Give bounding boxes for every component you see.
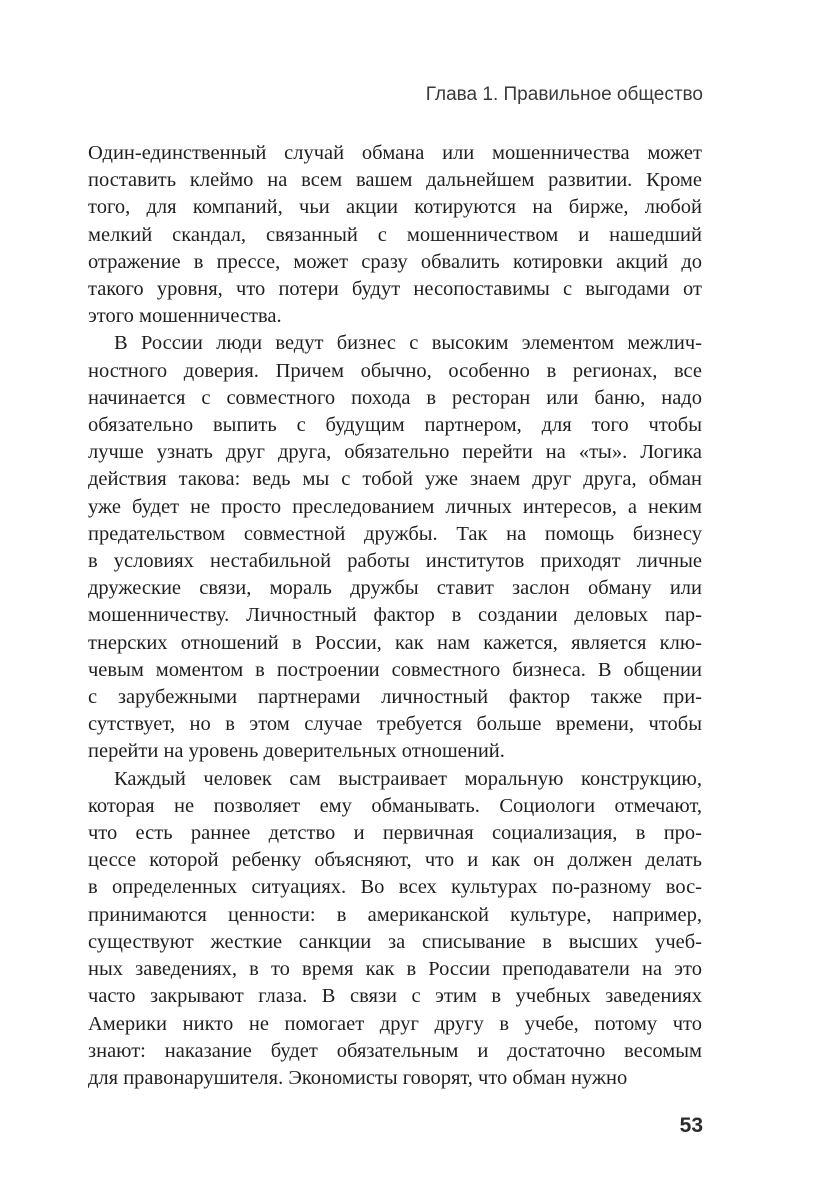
text-line: начинается с совместного похода в ресторан или баню, надо xyxy=(88,386,702,409)
text-line: мошенничеству. Личностный фактор в создании деловых пар- xyxy=(88,604,702,627)
text-line: которая не позволяет ему обманывать. Социологи отмечают, xyxy=(88,794,702,817)
text-line: предательством совместной дружбы. Так на помощь бизнесу xyxy=(88,522,702,545)
text-line: с зарубежными партнерами личностный фактор также при- xyxy=(88,686,702,709)
paragraph xyxy=(88,140,702,330)
text-line: лучше узнать друг друга, обязательно перейти на «ты». Логика xyxy=(88,441,702,464)
text-line: такого уровня, что потери будут несопоставимы с выгодами от xyxy=(88,278,702,301)
text-line: обязательно выпить с будущим партнером, для того чтобы xyxy=(88,414,702,437)
text-line: часто закрывают глаза. В связи с этим в учебных заведениях xyxy=(88,985,702,1008)
text-line: того, для компаний, чьи акции котируются на бирже, любой xyxy=(88,196,702,219)
text-line: цессе которой ребенку объясняют, что и как он должен делать xyxy=(88,849,702,872)
page-number: 53 xyxy=(679,1114,703,1137)
paragraph xyxy=(88,766,702,1092)
running-head: Глава 1. Правильное общество xyxy=(425,84,703,105)
text-line: принимаются ценности: в американской культуре, например, xyxy=(88,903,702,926)
body-text xyxy=(88,140,702,1092)
text-line: Каждый человек сам выстраивает моральную конструкцию, xyxy=(114,767,702,790)
text-line: уже будет не просто преследованием личных интересов, а неким xyxy=(88,495,702,518)
text-line: ностного доверия. Причем обычно, особенно в регионах, все xyxy=(88,359,702,382)
text-line: этого мошенничества. xyxy=(88,305,282,328)
text-line: чевым моментом в построении совместного бизнеса. В общении xyxy=(88,658,702,681)
text-line: для правонарушителя. Экономисты говорят, что обман нужно xyxy=(88,1066,628,1089)
text-line: ных заведениях, в то время как в России преподаватели на это xyxy=(88,958,702,981)
text-line: мелкий скандал, связанный с мошенничеством и нашедший xyxy=(88,223,702,246)
text-line: в условиях нестабильной работы институтов приходят личные xyxy=(88,550,702,573)
text-line: перейти на уровень доверительных отношений. xyxy=(88,740,505,763)
text-line: Америки никто не помогает друг другу в учебе, потому что xyxy=(88,1012,702,1035)
paragraph xyxy=(88,330,702,765)
text-line: действия такова: ведь мы с тобой уже знаем друг друга, обман xyxy=(88,468,702,491)
text-line: В России люди ведут бизнес с высоким элементом межлич- xyxy=(114,332,702,355)
text-line: тнерских отношений в России, как нам кажется, является клю- xyxy=(88,631,702,654)
text-line: отражение в прессе, может сразу обвалить котировки акций до xyxy=(88,250,702,273)
text-line: поставить клеймо на всем вашем дальнейшем развитии. Кроме xyxy=(88,169,702,192)
text-line: что есть раннее детство и первичная социализация, в про- xyxy=(88,822,702,845)
text-line: существуют жесткие санкции за списывание в высших учеб- xyxy=(88,930,702,953)
text-line: сутствует, но в этом случае требуется больше времени, чтобы xyxy=(88,713,702,736)
text-line: знают: наказание будет обязательным и достаточно весомым xyxy=(88,1039,702,1062)
text-line: Один-единственный случай обмана или мошенничества может xyxy=(88,142,702,164)
text-line: дружеские связи, мораль дружбы ставит заслон обману или xyxy=(88,577,702,600)
text-line: в определенных ситуациях. Во всех культурах по-разному вос- xyxy=(88,876,702,899)
